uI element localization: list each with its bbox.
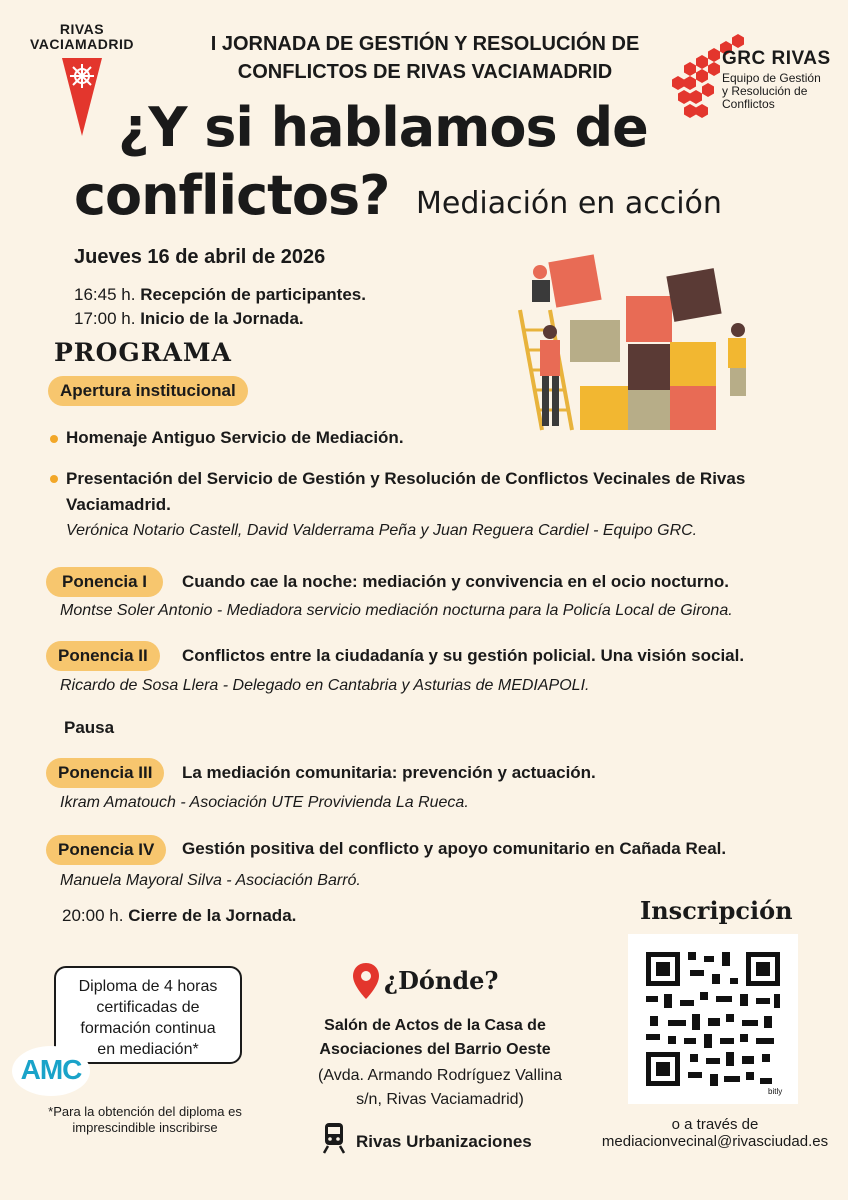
- address-line1: (Avda. Armando Rodríguez Vallina: [318, 1067, 562, 1084]
- venue-line2: Asociaciones del Barrio Oeste: [319, 1041, 551, 1058]
- closing-label: Cierre de la Jornada.: [128, 906, 297, 925]
- grc-subtitle: [722, 72, 821, 111]
- talk-title: Cuando cae la noche: mediación y convivencia en el ocio nocturno.: [182, 572, 729, 591]
- talk-speaker: Manuela Mayoral Silva - Asociación Barró.: [60, 872, 361, 889]
- location-pin-icon: [352, 962, 380, 1000]
- schedule-line-2: [74, 309, 304, 329]
- grc-name: GRC RIVAS: [722, 48, 831, 69]
- rivas-shield-icon: [60, 56, 104, 138]
- talk-pill: Ponencia IV: [46, 835, 166, 865]
- diploma-line2: certificadas de: [96, 999, 200, 1016]
- event-title: [180, 30, 670, 86]
- contact-email[interactable]: mediacionvecinal@rivasciudad.es: [601, 1133, 829, 1150]
- qr-brand: bitly: [768, 1087, 783, 1096]
- diploma-line4: en mediación*: [97, 1041, 199, 1058]
- talk-pill: Ponencia I: [46, 567, 163, 597]
- venue-name: [290, 1014, 580, 1062]
- closing-line: [62, 906, 296, 926]
- alt-contact: [590, 1116, 840, 1150]
- pause-label: Pausa: [64, 718, 115, 737]
- talk-speaker: Ikram Amatouch - Asociación UTE Provivienda La Rueca.: [60, 794, 469, 811]
- bullet-dot: [50, 475, 58, 483]
- schedule-label: Inicio de la Jornada.: [140, 309, 304, 328]
- schedule-label: Recepción de participantes.: [140, 285, 366, 304]
- talk-title: La mediación comunitaria: prevención y actuación.: [182, 763, 596, 782]
- alt-line1: o a través de: [671, 1116, 759, 1133]
- schedule-time: 17:00 h.: [74, 309, 136, 328]
- program-item-2-line1: Presentación del Servicio de Gestión y Resolución de Conflictos Vecinales de Rivas: [66, 469, 746, 488]
- train-icon: [322, 1122, 346, 1154]
- talk-pill: Ponencia II: [46, 641, 160, 671]
- logo-line2: VACIAMADRID: [29, 36, 134, 52]
- diploma-line3: formación continua: [80, 1020, 216, 1037]
- program-item-2-speakers: Verónica Notario Castell, David Valderrama Peña y Juan Reguera Cardiel - Equipo GRC.: [66, 522, 698, 539]
- opening-pill: Apertura institucional: [48, 376, 248, 406]
- talk-speaker: Montse Soler Antonio - Mediadora servicio mediación nocturna para la Policía Local de Girona.: [60, 602, 733, 619]
- talk-title: Conflictos entre la ciudadanía y su gestión policial. Una visión social.: [182, 646, 745, 665]
- schedule-time: 16:45 h.: [74, 285, 136, 304]
- logo-line1: RIVAS: [59, 21, 105, 37]
- qr-code-icon: [628, 934, 798, 1104]
- bullet-dot: [50, 435, 58, 443]
- amc-logo-text: AMC: [20, 1054, 82, 1085]
- program-item-2: [66, 466, 826, 518]
- note-line2: imprescindible inscribirse: [72, 1120, 218, 1135]
- diploma-line1: Diploma de 4 horas: [78, 978, 218, 995]
- address-line2: s/n, Rivas Vaciamadrid): [356, 1091, 524, 1108]
- program-heading: PROGRAMA: [54, 338, 232, 367]
- signup-heading: Inscripción: [640, 896, 793, 925]
- event-title-line2: CONFLICTOS DE RIVAS VACIAMADRID: [237, 61, 613, 83]
- qr-code[interactable]: [628, 934, 798, 1104]
- talk-speaker: Ricardo de Sosa Llera - Delegado en Cantabria y Asturias de MEDIAPOLI.: [60, 677, 590, 694]
- grc-sub-line3: Conflictos: [722, 97, 775, 111]
- talk-title: Gestión positiva del conflicto y apoyo comunitario en Cañada Real.: [182, 839, 727, 858]
- venue-address: [290, 1064, 590, 1112]
- event-date: Jueves 16 de abril de 2026: [74, 246, 326, 268]
- transit-stop: Rivas Urbanizaciones: [356, 1132, 532, 1151]
- event-title-line1: I JORNADA DE GESTIÓN Y RESOLUCIÓN DE: [210, 33, 640, 55]
- hero-line2: conflictos?: [74, 164, 390, 227]
- grc-sub-line1: Equipo de Gestión: [722, 71, 821, 85]
- talk-pill: Ponencia III: [46, 758, 164, 788]
- closing-time: 20:00 h.: [62, 906, 124, 925]
- amc-logo: [12, 1046, 90, 1096]
- diploma-note: [30, 1104, 260, 1136]
- note-line1: *Para la obtención del diploma es: [48, 1104, 242, 1119]
- venue-line1: Salón de Actos de la Casa de: [324, 1017, 546, 1034]
- hero-subtitle: Mediación en acción: [416, 186, 722, 221]
- schedule-line-1: [74, 285, 366, 305]
- program-item-2-line2: Vaciamadrid.: [66, 495, 171, 514]
- program-item-1: Homenaje Antiguo Servicio de Mediación.: [66, 428, 404, 447]
- hero-line1: ¿Y si hablamos de: [118, 96, 648, 159]
- puzzle-illustration: [510, 250, 760, 435]
- where-heading: ¿Dónde?: [384, 966, 499, 995]
- grc-sub-line2: y Resolución de: [722, 84, 808, 98]
